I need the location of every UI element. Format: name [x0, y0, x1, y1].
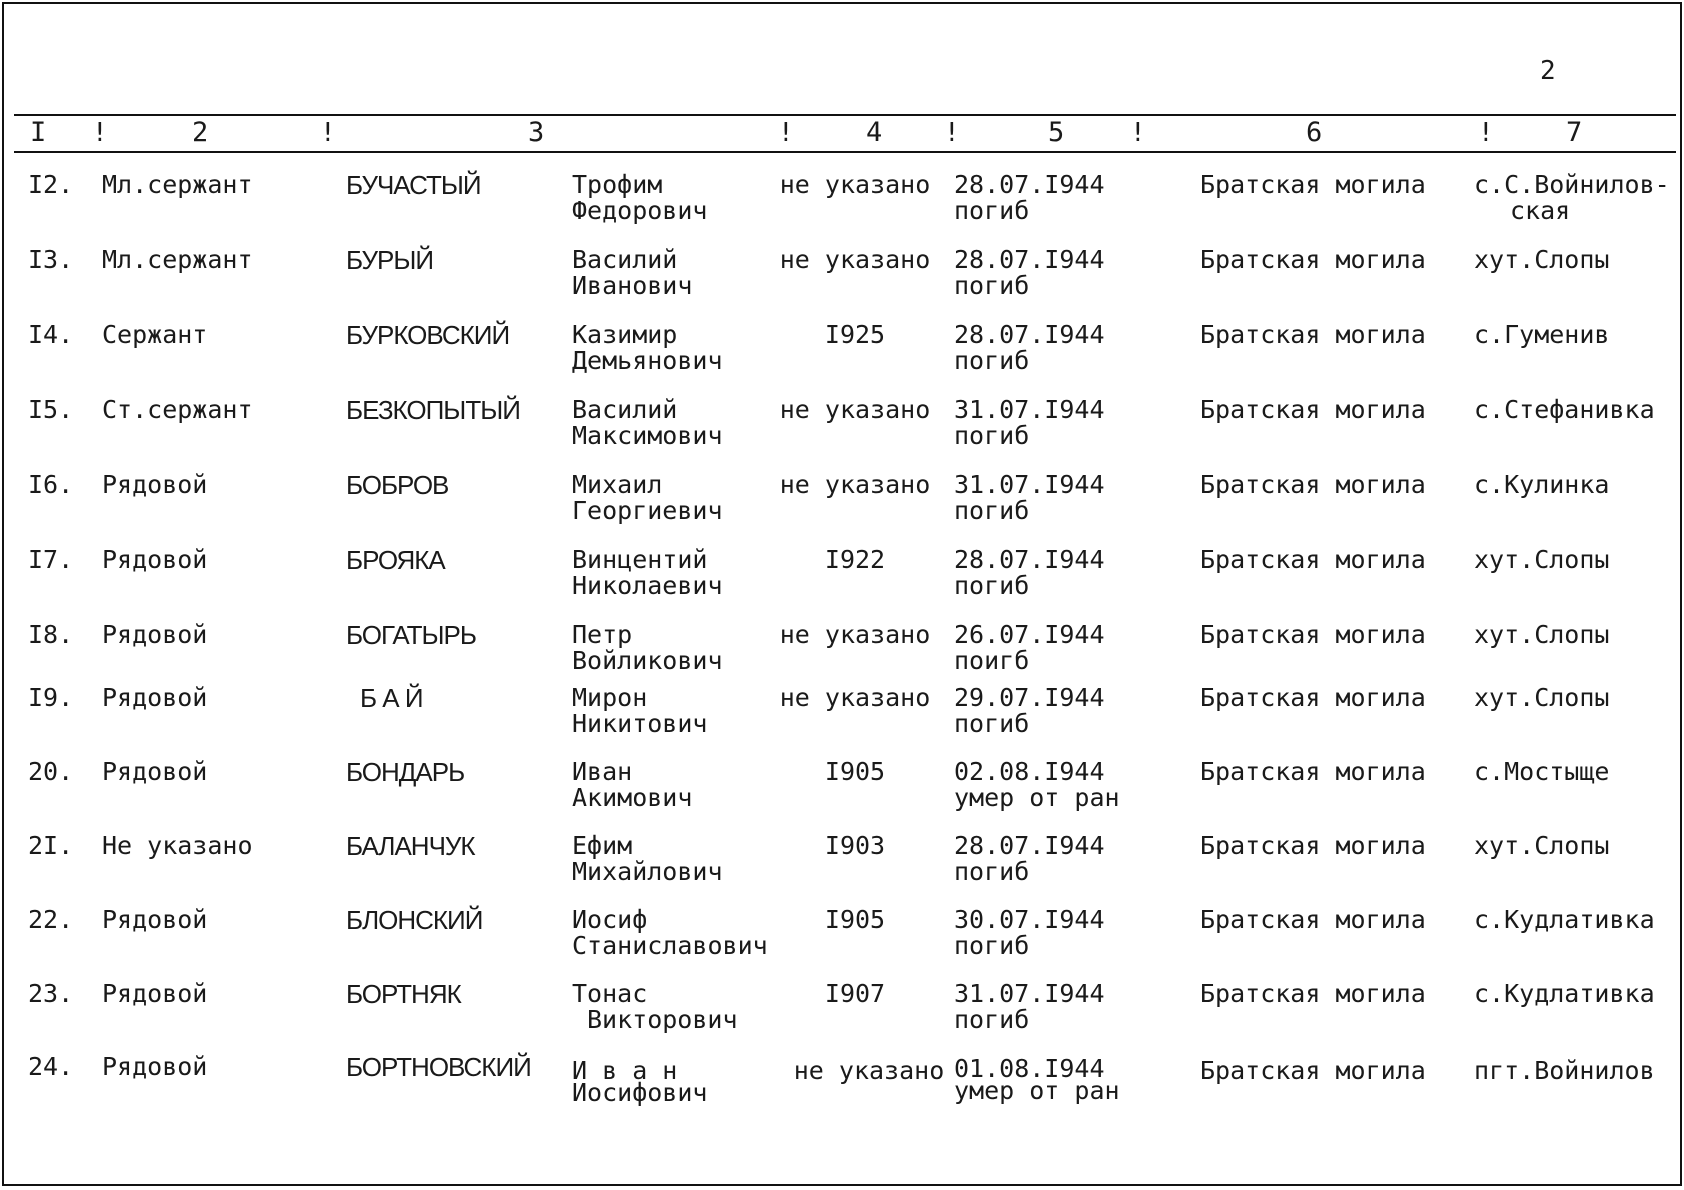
- table-row: [4, 1054, 1680, 1128]
- patronymic: Федорович: [572, 196, 708, 225]
- column-separator: !: [778, 118, 794, 148]
- military-rank: Рядовой: [102, 683, 208, 712]
- death-info: [954, 981, 1105, 1033]
- birth-year: I922: [824, 545, 886, 574]
- death-note: погиб: [954, 271, 1030, 300]
- surname: БАЛАНЧУК: [346, 831, 475, 861]
- death-date: 28.07.I944: [954, 831, 1105, 860]
- death-note: поигб: [954, 646, 1030, 675]
- given-name: [572, 547, 723, 599]
- burial-place: [1474, 172, 1670, 224]
- given-name: [572, 247, 692, 299]
- death-date: 29.07.I944: [954, 683, 1105, 712]
- burial-place: с.Кулинка: [1474, 470, 1610, 499]
- patronymic: Демьянович: [572, 346, 723, 375]
- birth-year: не указано: [779, 620, 931, 649]
- first-name: Василий: [572, 245, 678, 274]
- surname: БОГАТЫРЬ: [346, 620, 476, 650]
- first-name: Василий: [572, 395, 678, 424]
- given-name: [572, 685, 707, 737]
- birth-year: не указано: [779, 395, 931, 424]
- surname: БЕЗКОПЫТЫЙ: [346, 395, 520, 425]
- burial-place: хут.Слопы: [1474, 245, 1610, 274]
- birth-year: не указано: [779, 470, 931, 499]
- military-rank: Не указано: [102, 831, 253, 860]
- military-rank: Рядовой: [102, 757, 208, 786]
- burial-place: хут.Слопы: [1474, 831, 1610, 860]
- given-name: [572, 322, 723, 374]
- record-number: I9.: [28, 683, 74, 712]
- death-note: погиб: [954, 421, 1030, 450]
- page-number: 2: [1540, 56, 1556, 86]
- surname: Б А Й: [360, 683, 423, 713]
- birth-year: I907: [824, 979, 886, 1008]
- burial-place: хут.Слопы: [1474, 545, 1610, 574]
- table-row: [4, 397, 1680, 471]
- death-note: умер от ран: [954, 783, 1120, 812]
- death-date: 31.07.I944: [954, 395, 1105, 424]
- burial-type: Братская могила: [1200, 757, 1426, 786]
- patronymic: Максимович: [572, 421, 723, 450]
- death-info: [954, 907, 1105, 959]
- first-name: Михаил: [572, 470, 663, 499]
- burial-place: пгт.Войнилов: [1474, 1056, 1655, 1085]
- given-name: [572, 1056, 708, 1107]
- burial-place: с.Кудлативка: [1474, 905, 1655, 934]
- death-info: [954, 685, 1105, 737]
- military-rank: Мл.сержант: [102, 245, 253, 274]
- burial-place: хут.Слопы: [1474, 683, 1610, 712]
- burial-type: Братская могила: [1200, 831, 1426, 860]
- death-info: [954, 759, 1120, 811]
- military-rank: Мл.сержант: [102, 170, 253, 199]
- military-rank: Рядовой: [102, 905, 208, 934]
- burial-place: с.Кудлативка: [1474, 979, 1655, 1008]
- surname: БОРТНЯК: [346, 979, 461, 1009]
- military-rank: Ст.сержант: [102, 395, 253, 424]
- column-separator: !: [92, 118, 108, 148]
- surname: БУРЫЙ: [346, 245, 434, 275]
- first-name: И в а н: [572, 1056, 678, 1085]
- column-header-1: I: [30, 117, 47, 148]
- death-note: погиб: [954, 571, 1030, 600]
- burial-type: Братская могила: [1200, 683, 1426, 712]
- record-number: I5.: [28, 395, 74, 424]
- birth-year: не указано: [793, 1056, 945, 1085]
- death-date: 31.07.I944: [954, 470, 1105, 499]
- first-name: Иосиф: [572, 905, 648, 934]
- death-info: [954, 172, 1105, 224]
- table-row: [4, 907, 1680, 981]
- death-date: 28.07.I944: [954, 545, 1105, 574]
- burial-type: Братская могила: [1200, 979, 1426, 1008]
- death-note: погиб: [954, 857, 1030, 886]
- surname: БОРТНОВСКИЙ: [346, 1052, 531, 1082]
- death-date: 31.07.I944: [954, 979, 1105, 1008]
- birth-year: не указано: [779, 245, 931, 274]
- table-row: [4, 833, 1680, 907]
- given-name: [572, 622, 723, 674]
- burial-type: Братская могила: [1200, 320, 1426, 349]
- death-info: [954, 1054, 1120, 1105]
- patronymic: Никитович: [572, 709, 708, 738]
- given-name: [572, 172, 707, 224]
- death-date: 28.07.I944: [954, 170, 1105, 199]
- death-note: погиб: [954, 1005, 1030, 1034]
- record-number: I6.: [28, 470, 74, 499]
- table-row: [4, 247, 1680, 321]
- military-rank: Рядовой: [102, 545, 208, 574]
- burial-type: Братская могила: [1200, 1056, 1426, 1085]
- surname: БОНДАРЬ: [346, 757, 465, 787]
- column-header-5: 5: [1048, 117, 1065, 148]
- military-rank: Рядовой: [102, 620, 208, 649]
- patronymic: Михайлович: [572, 857, 723, 886]
- table-row: [4, 981, 1680, 1055]
- death-info: [954, 247, 1105, 299]
- death-info: [954, 622, 1105, 674]
- death-date: 28.07.I944: [954, 245, 1105, 274]
- table-row: [4, 759, 1680, 833]
- burial-place: с.Стефанивка: [1474, 395, 1655, 424]
- table-row: [4, 322, 1680, 396]
- first-name: Казимир: [572, 320, 678, 349]
- column-header-7: 7: [1566, 117, 1583, 148]
- burial-type: Братская могила: [1200, 620, 1426, 649]
- given-name: [572, 833, 723, 885]
- death-date: 01.08.I944: [954, 1054, 1105, 1083]
- header-bottom-rule: [14, 151, 1676, 153]
- column-separator: !: [1478, 118, 1494, 148]
- given-name: [572, 981, 738, 1033]
- record-number: 2I.: [28, 831, 74, 860]
- record-number: 23.: [28, 979, 74, 1008]
- death-note: погиб: [954, 931, 1030, 960]
- given-name: [572, 397, 723, 449]
- column-header-2: 2: [192, 117, 209, 148]
- given-name: [572, 472, 723, 524]
- record-number: 22.: [28, 905, 74, 934]
- column-separator: !: [944, 118, 960, 148]
- place-line-1: с.С.Войнилов-: [1474, 170, 1670, 199]
- table-row: [4, 547, 1680, 621]
- military-rank: Сержант: [102, 320, 208, 349]
- military-rank: Рядовой: [102, 470, 208, 499]
- given-name: [572, 907, 768, 959]
- record-number: I8.: [28, 620, 74, 649]
- column-header-4: 4: [866, 117, 883, 148]
- death-note: погиб: [954, 346, 1030, 375]
- surname: БЛОНСКИЙ: [346, 905, 483, 935]
- record-number: I2.: [28, 170, 74, 199]
- first-name: Тонас: [572, 979, 648, 1008]
- record-number: 24.: [28, 1052, 74, 1081]
- burial-place: хут.Слопы: [1474, 620, 1610, 649]
- death-date: 26.07.I944: [954, 620, 1105, 649]
- burial-place: с.Гуменив: [1474, 320, 1610, 349]
- burial-type: Братская могила: [1200, 905, 1426, 934]
- surname: БРОЯКА: [346, 545, 445, 575]
- birth-year: не указано: [779, 683, 931, 712]
- table-row: [4, 685, 1680, 759]
- record-number: 20.: [28, 757, 74, 786]
- patronymic: Войликович: [572, 646, 723, 675]
- patronymic: Николаевич: [572, 571, 723, 600]
- surname: БУЧАСТЫЙ: [346, 170, 481, 200]
- military-rank: Рядовой: [102, 1052, 208, 1081]
- patronymic: Иосифович: [572, 1078, 708, 1107]
- death-note: погиб: [954, 496, 1030, 525]
- death-note: погиб: [954, 709, 1030, 738]
- birth-year: I903: [824, 831, 886, 860]
- record-number: I4.: [28, 320, 74, 349]
- given-name: [572, 759, 692, 811]
- military-rank: Рядовой: [102, 979, 208, 1008]
- record-number: I7.: [28, 545, 74, 574]
- birth-year: не указано: [779, 170, 931, 199]
- document-page: [2, 2, 1682, 1186]
- death-date: 28.07.I944: [954, 320, 1105, 349]
- death-info: [954, 472, 1105, 524]
- surname: БУРКОВСКИЙ: [346, 320, 510, 350]
- death-note: умер от ран: [954, 1076, 1120, 1105]
- first-name: Винцентий: [572, 545, 708, 574]
- patronymic: Викторович: [587, 1005, 738, 1034]
- death-info: [954, 547, 1105, 599]
- death-note: погиб: [954, 196, 1030, 225]
- burial-type: Братская могила: [1200, 395, 1426, 424]
- death-info: [954, 322, 1105, 374]
- table-row: [4, 472, 1680, 546]
- death-info: [954, 397, 1105, 449]
- first-name: Петр: [572, 620, 633, 649]
- burial-type: Братская могила: [1200, 170, 1426, 199]
- patronymic: Акимович: [572, 783, 693, 812]
- death-date: 30.07.I944: [954, 905, 1105, 934]
- record-number: I3.: [28, 245, 74, 274]
- burial-type: Братская могила: [1200, 470, 1426, 499]
- birth-year: I905: [824, 905, 886, 934]
- column-header-6: 6: [1306, 117, 1323, 148]
- burial-type: Братская могила: [1200, 245, 1426, 274]
- patronymic: Георгиевич: [572, 496, 723, 525]
- birth-year: I925: [824, 320, 886, 349]
- table-row: [4, 172, 1680, 246]
- first-name: Трофим: [572, 170, 663, 199]
- column-separator: !: [320, 118, 336, 148]
- surname: БОБРОВ: [346, 470, 449, 500]
- first-name: Мирон: [572, 683, 648, 712]
- birth-year: I905: [824, 757, 886, 786]
- column-header-3: 3: [528, 117, 545, 148]
- burial-place: с.Мостыще: [1474, 757, 1610, 786]
- death-info: [954, 833, 1105, 885]
- patronymic: Станиславович: [572, 931, 768, 960]
- header-top-rule: [14, 114, 1676, 116]
- first-name: Ефим: [572, 831, 633, 860]
- burial-type: Братская могила: [1200, 545, 1426, 574]
- column-separator: !: [1130, 118, 1146, 148]
- place-line-2: ская: [1510, 196, 1571, 225]
- first-name: Иван: [572, 757, 633, 786]
- patronymic: Иванович: [572, 271, 693, 300]
- death-date: 02.08.I944: [954, 757, 1105, 786]
